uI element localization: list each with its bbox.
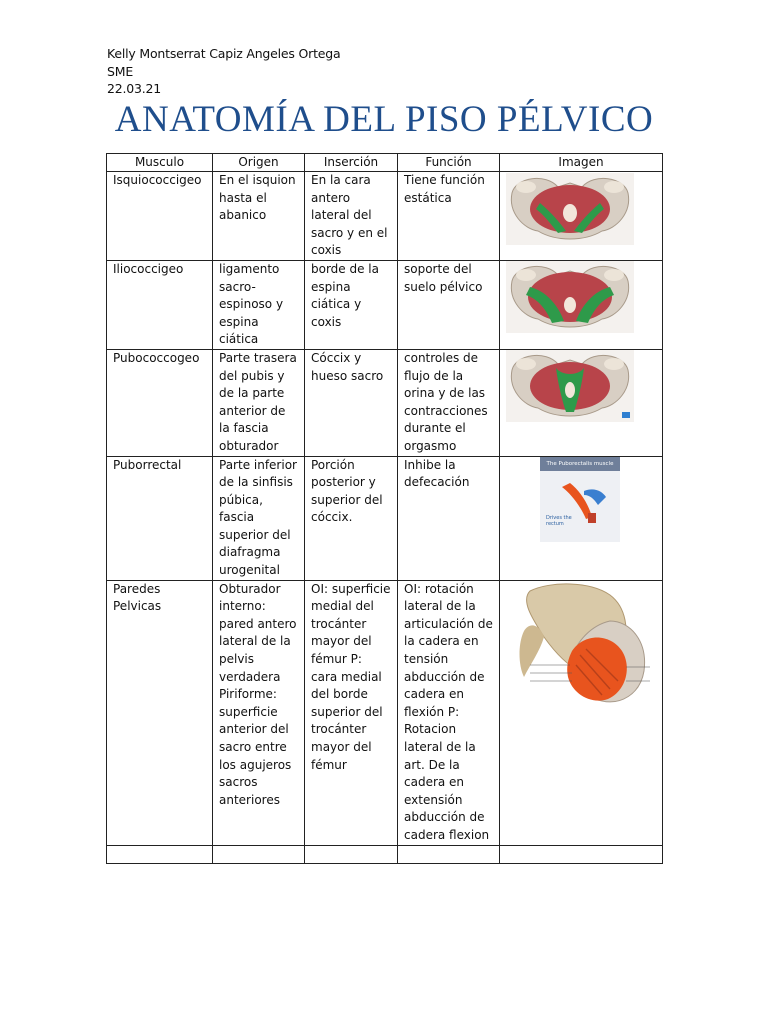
table-row bbox=[107, 260, 663, 349]
cell-origen: Obturador interno: pared antero lateral de la pelvis verdadera Piriforme: superficie anterior del sacro entre los agujeros sacros anteriores bbox=[213, 580, 305, 845]
cell-funcion: Inhibe la defecación bbox=[398, 456, 500, 580]
cell-musculo: Isquiococcigeo bbox=[107, 172, 213, 261]
cell-origen: ligamento sacro-espinoso y espina ciática bbox=[213, 260, 305, 349]
cell-insercion: En la cara antero lateral del sacro y en el coxis bbox=[305, 172, 398, 261]
cell-funcion: Tiene función estática bbox=[398, 172, 500, 261]
cell-origen: En el isquion hasta el abanico bbox=[213, 172, 305, 261]
cell-origen: Parte inferior de la sinfisis púbica, fascia superior del diafragma urogenital bbox=[213, 456, 305, 580]
pelvic-wall-image bbox=[510, 581, 660, 721]
pelvis-ischiococcygeus-image bbox=[506, 173, 634, 245]
cell-funcion: soporte del suelo pélvico bbox=[398, 260, 500, 349]
group-label: SME bbox=[107, 63, 134, 79]
cell-insercion: OI: superficie medial del trocánter mayor del fémur P: cara medial del borde superior del trocánter mayor del fémur bbox=[305, 580, 398, 845]
cell-musculo: Iliococcigeo bbox=[107, 260, 213, 349]
cell-musculo: Pubococcogeo bbox=[107, 349, 213, 456]
table-header-row bbox=[107, 154, 663, 172]
cell-imagen bbox=[500, 260, 663, 349]
cell-origen: Parte trasera del pubis y de la parte anterior de la fascia obturador bbox=[213, 349, 305, 456]
cell-insercion: borde de la espina ciática y coxis bbox=[305, 260, 398, 349]
cell-insercion: Porción posterior y superior del cóccix. bbox=[305, 456, 398, 580]
col-header-funcion: Función bbox=[398, 154, 500, 172]
puborectalis-caption: Drives the rectum bbox=[546, 514, 572, 527]
col-header-origen: Origen bbox=[213, 154, 305, 172]
anatomy-table bbox=[106, 153, 663, 864]
table-row-empty bbox=[107, 845, 663, 863]
author-name: Kelly Montserrat Capiz Angeles Ortega bbox=[107, 46, 341, 61]
cell-imagen bbox=[500, 580, 663, 845]
cell-imagen bbox=[500, 349, 663, 456]
puborectalis-image bbox=[540, 457, 620, 542]
cell-funcion: OI: rotación lateral de la articulación de la cadera en tensión abducción de cadera en flexión P: Rotacion lateral de la art. De la cadera en extensión abducción de cadera flexion bbox=[398, 580, 500, 845]
cell-imagen bbox=[500, 172, 663, 261]
table-row bbox=[107, 456, 663, 580]
cell-musculo: Paredes Pelvicas bbox=[107, 580, 213, 845]
pelvis-iliococcygeus-image bbox=[506, 261, 634, 333]
cell-funcion: controles de flujo de la orina y de las contracciones durante el orgasmo bbox=[398, 349, 500, 456]
document-header bbox=[107, 45, 340, 98]
cell-insercion: Cóccix y hueso sacro bbox=[305, 349, 398, 456]
col-header-musculo: Musculo bbox=[107, 154, 213, 172]
puborectalis-title: The Puborectalis muscle bbox=[540, 457, 620, 471]
cell-imagen bbox=[500, 456, 663, 580]
table-row bbox=[107, 580, 663, 845]
page-title: ANATOMÍA DEL PISO PÉLVICO bbox=[114, 99, 654, 140]
col-header-imagen: Imagen bbox=[500, 154, 663, 172]
table-row bbox=[107, 172, 663, 261]
cell-musculo: Puborrectal bbox=[107, 456, 213, 580]
table-row bbox=[107, 349, 663, 456]
pelvis-pubococcygeus-image bbox=[506, 350, 634, 422]
date-label: 22.03.21 bbox=[107, 81, 162, 96]
col-header-insercion: Inserción bbox=[305, 154, 398, 172]
